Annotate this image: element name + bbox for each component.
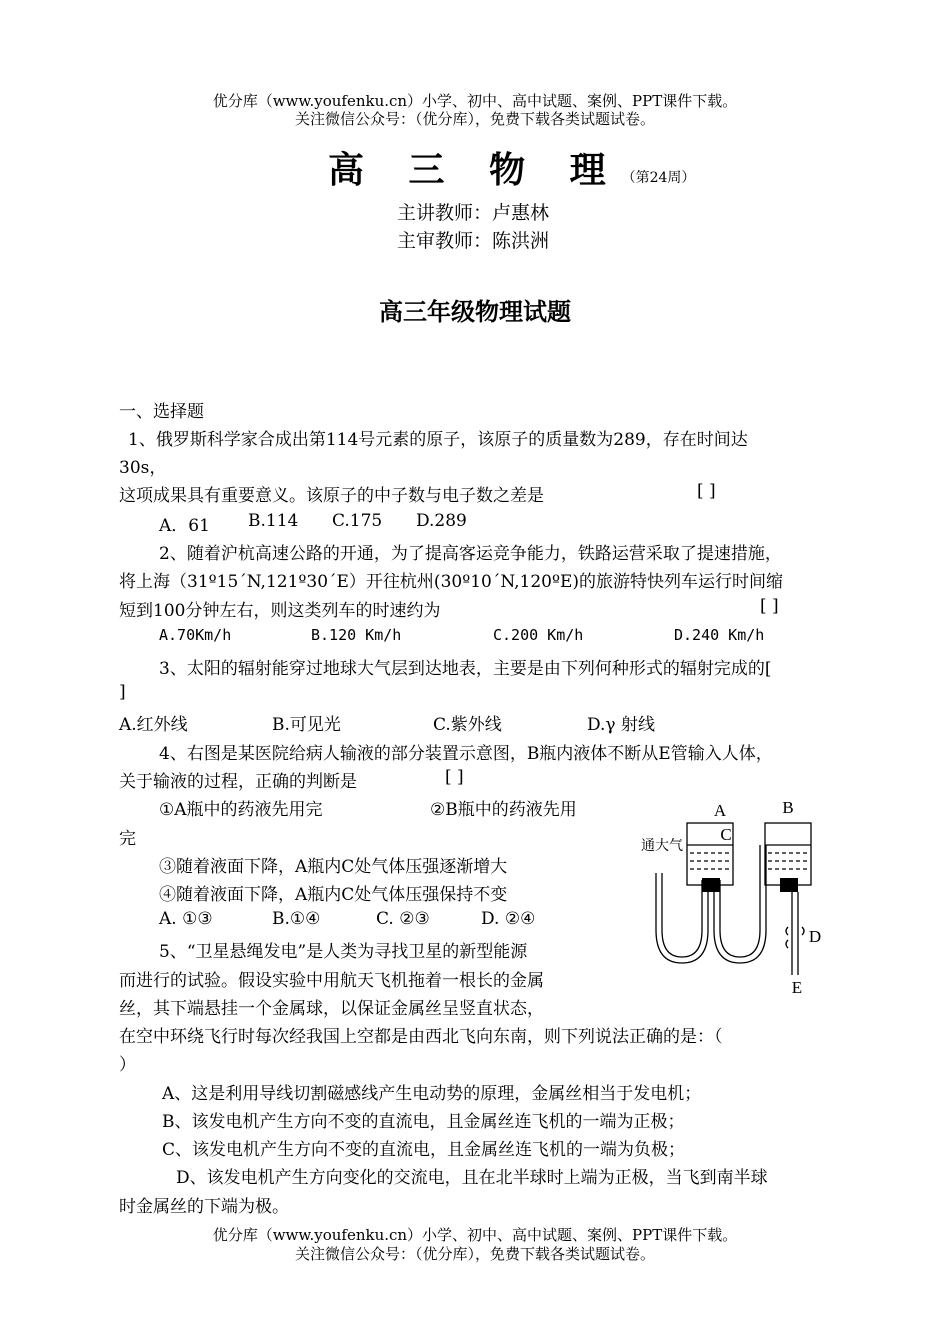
q5-line-1: 5、“卫星悬绳发电”是人类为寻找卫星的新型能源 <box>159 942 528 962</box>
q4-line-2: 关于输液的过程，正确的判断是 <box>119 772 357 792</box>
label-air: 通大气 <box>641 838 683 854</box>
q4-answer-bracket: [ ] <box>445 767 464 787</box>
stopper-a <box>702 878 720 892</box>
lecturer: 主讲教师：卢惠林 <box>397 202 550 224</box>
q5-option-b: B、该发电机产生方向不变的直流电，且金属丝连飞机的一端为正极； <box>162 1112 685 1132</box>
q3-option-b: B.可见光 <box>272 715 341 735</box>
q5-line-3: 丝，其下端悬挂一个金属球，以保证金属丝呈竖直状态， <box>119 999 544 1019</box>
q1-option-b: B.114 <box>248 511 299 531</box>
q2-answer-bracket: [ ] <box>760 596 779 616</box>
q4-line-1: 4、右图是某医院给病人输液的部分装置示意图，B瓶内液体不断从E管输入人体， <box>159 744 773 764</box>
header-line-2: 关注微信公众号：（优分库），免费下载各类试题试卷。 <box>294 110 655 128</box>
q4-option-b: B.①④ <box>272 909 321 929</box>
q1-line-3: 这项成果具有重要意义。该原子的中子数与电子数之差是 <box>119 486 544 506</box>
q5-option-d-line-1: D、该发电机产生方向变化的交流电，且在北半球时上端为正极，当飞到南半球 <box>176 1168 768 1188</box>
section-heading: 一、选择题 <box>119 402 204 422</box>
footer-line-1: 优分库（www.youfenku.cn）小学、初中、高中试题、案例、PPT课件下载。 <box>212 1226 738 1244</box>
q2-option-b: B.120 Km/h <box>311 626 402 644</box>
q1-answer-bracket: [ ] <box>697 481 716 501</box>
q5-option-d-line-2: 时金属丝的下端为极。 <box>119 1197 289 1217</box>
header-line-1: 优分库（www.youfenku.cn）小学、初中、高中试题、案例、PPT课件下载。 <box>212 92 738 110</box>
stopper-b <box>780 878 798 892</box>
title-week: （第24周） <box>621 170 696 186</box>
q1-option-d: D.289 <box>416 511 467 531</box>
q4-statement-2-cont: 完 <box>119 829 136 849</box>
q4-statement-1: ①A瓶中的药液先用完 <box>159 800 323 820</box>
q2-line-2: 将上海（31º15´N,121º30´E）开往杭州(30º10´N,120ºE)的旅游特快列车运行时间缩 <box>119 572 783 592</box>
q3-option-c: C.紫外线 <box>433 715 502 735</box>
infusion-diagram <box>630 795 830 1005</box>
label-e: E <box>791 978 803 997</box>
label-b: B <box>782 798 794 817</box>
q3-line-2: ] <box>119 682 126 702</box>
q4-option-c: C. ②③ <box>376 909 430 929</box>
q4-option-d: D. ②④ <box>481 909 536 929</box>
q2-option-a: A.70Km/h <box>159 626 232 644</box>
q4-option-a: A. ①③ <box>159 909 213 929</box>
page-title <box>328 142 695 193</box>
q1-option-c: C.175 <box>332 511 383 531</box>
q5-line-2: 而进行的试验。假设实验中用航天飞机拖着一根长的金属 <box>119 971 544 991</box>
q3-option-d: D.γ 射线 <box>587 715 655 735</box>
q5-line-4: 在空中环绕飞行时每次经我国上空都是由西北飞向东南，则下列说法正确的是：（ <box>119 1027 723 1047</box>
q3-option-a: A.红外线 <box>119 715 188 735</box>
q4-statement-2: ②B瓶中的药液先用 <box>430 800 577 820</box>
label-a: A <box>713 801 727 820</box>
q2-option-d: D.240 Km/h <box>674 626 765 644</box>
q2-line-3: 短到100分钟左右，则这类列车的时速约为 <box>119 601 441 621</box>
q5-option-c: C、该发电机产生方向不变的直流电，且金属丝连飞机的一端为负极； <box>162 1140 686 1160</box>
q4-statement-3: ③随着液面下降，A瓶内C处气体压强逐渐增大 <box>159 857 508 877</box>
subtitle: 高三年级物理试题 <box>379 297 571 326</box>
label-c: C <box>720 825 732 844</box>
q1-line-1: 1、俄罗斯科学家合成出第114号元素的原子，该原子的质量数为289，存在时间达 <box>128 430 748 450</box>
title-main: 高 三 物 理 <box>328 149 622 191</box>
q5-line-5: ） <box>119 1055 136 1075</box>
q1-option-a: A．61 <box>159 516 210 536</box>
q5-option-a: A、这是利用导线切割磁感线产生电动势的原理，金属丝相当于发电机； <box>162 1084 702 1104</box>
label-d: D <box>808 927 822 946</box>
reviewer: 主审教师：陈洪洲 <box>397 230 550 252</box>
q2-line-1: 2、随着沪杭高速公路的开通，为了提高客运竞争能力，铁路运营采取了提速措施， <box>159 544 782 564</box>
footer-line-2: 关注微信公众号：（优分库），免费下载各类试题试卷。 <box>294 1245 655 1263</box>
q4-statement-4: ④随着液面下降，A瓶内C处气体压强保持不变 <box>159 885 508 905</box>
q2-option-c: C.200 Km/h <box>493 626 584 644</box>
q1-line-2: 30s， <box>119 458 167 478</box>
q3-line-1: 3、太阳的辐射能穿过地球大气层到达地表，主要是由下列何种形式的辐射完成的[ <box>159 659 772 679</box>
bottle-b <box>765 823 811 885</box>
